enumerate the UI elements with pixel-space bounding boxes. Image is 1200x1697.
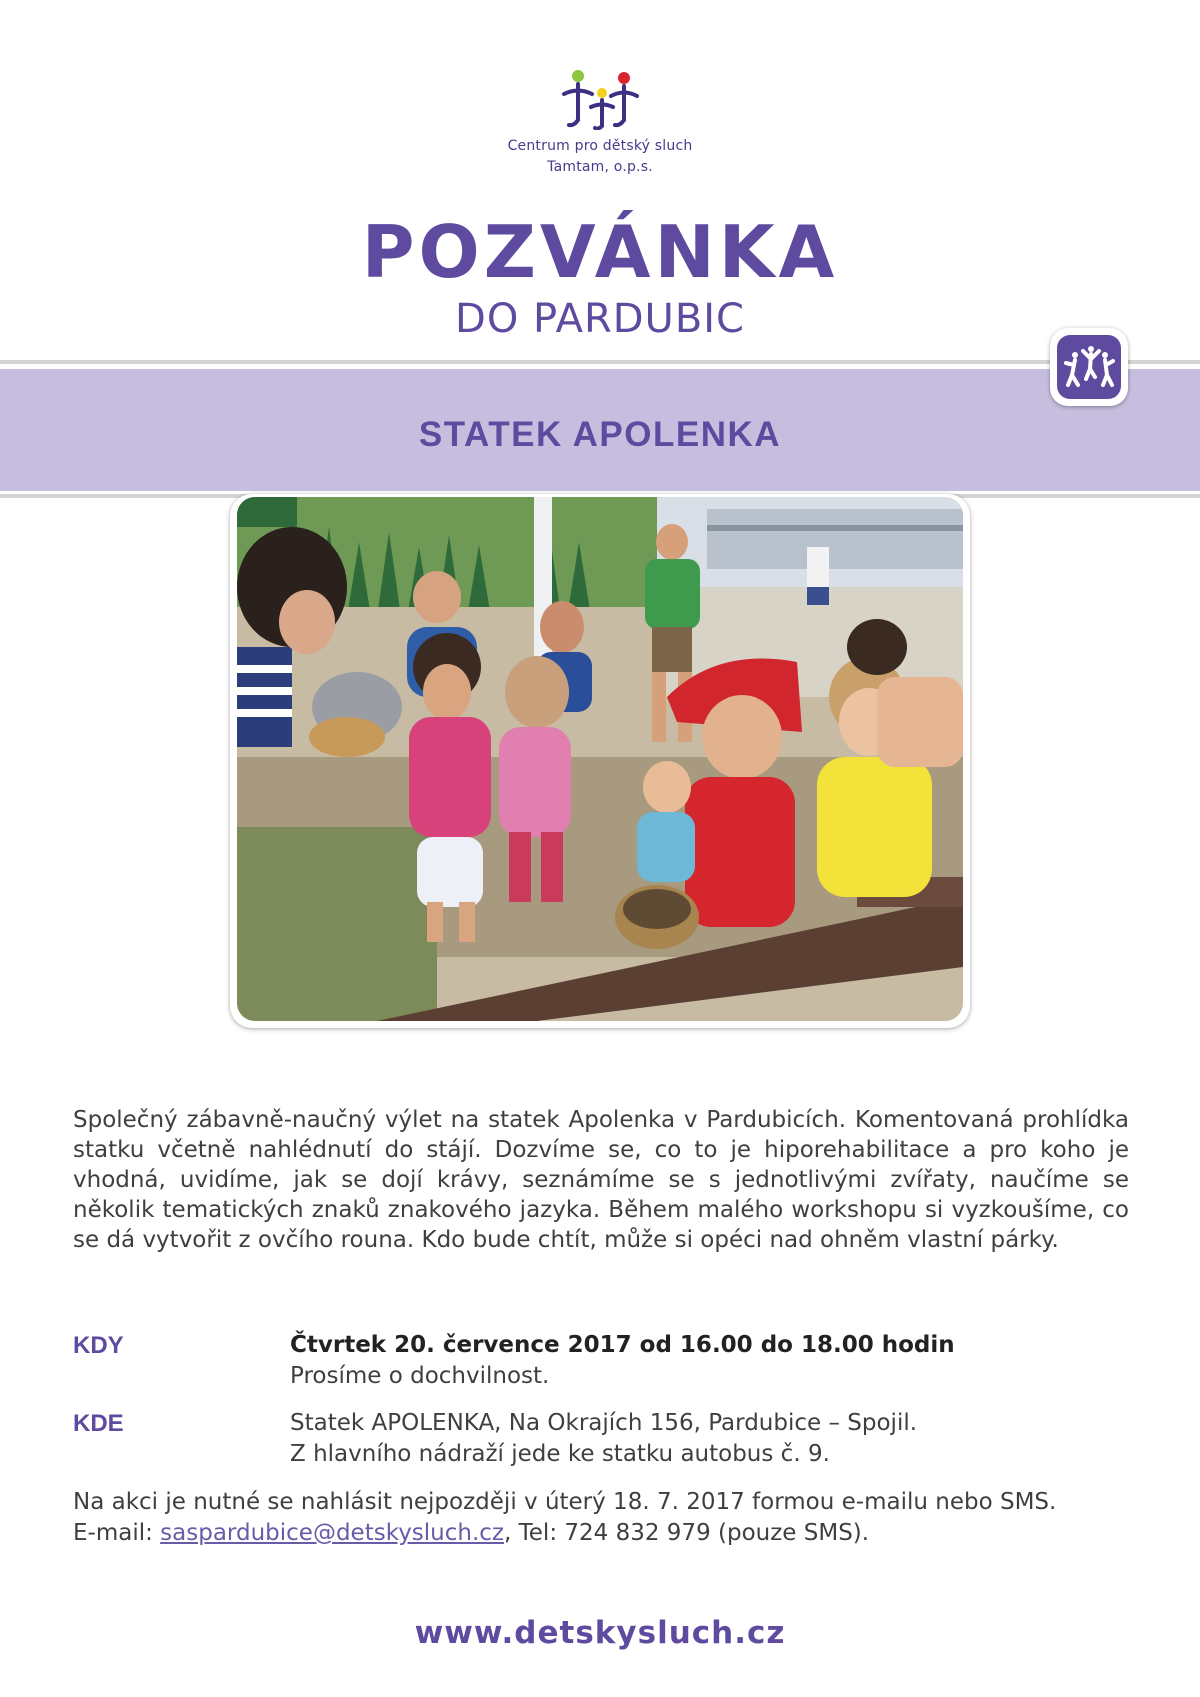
email-link[interactable]: saspardubice@detskysluch.cz <box>160 1520 505 1546</box>
email-prefix: E-mail: <box>73 1520 161 1546</box>
event-date: Čtvrtek 20. července 2017 od 16.00 do 18.00 hodin <box>290 1332 955 1358</box>
org-legal-name: Tamtam, o.p.s. <box>547 159 653 175</box>
registration-note: Na akci je nutné se nahlásit nejpozději v úterý 18. 7. 2017 formou e-mailu nebo SMS. <box>73 1489 1057 1515</box>
org-name: Centrum pro dětský sluch <box>507 138 693 154</box>
logo-figures-icon <box>558 68 642 130</box>
event-title: STATEK APOLENKA <box>418 415 782 454</box>
badge <box>1050 328 1128 406</box>
dancing-people-icon <box>1057 335 1121 399</box>
page-subtitle: DO PARDUBIC <box>455 296 745 342</box>
photo-frame <box>230 494 970 1028</box>
page-title: POZVÁNKA <box>361 210 839 294</box>
where-label: KDE <box>73 1410 124 1437</box>
contact-line <box>73 1518 869 1548</box>
band-divider-top <box>0 360 1200 364</box>
event-photo <box>237 497 963 1021</box>
organization-logo <box>480 68 720 188</box>
event-address: Statek APOLENKA, Na Okrajích 156, Pardubice – Spojil. <box>290 1410 918 1436</box>
when-label: KDY <box>73 1332 124 1359</box>
phone-info: , Tel: 724 832 979 (pouze SMS). <box>504 1520 870 1546</box>
website-link[interactable]: www.detskysluch.cz <box>414 1615 786 1651</box>
transport-note: Z hlavního nádraží jede ke statku autobus č. 9. <box>290 1441 830 1467</box>
punctuality-note: Prosíme o dochvilnost. <box>290 1363 550 1389</box>
event-description: Společný zábavně-naučný výlet na statek Apolenka v Pardubicích. Komentovaná prohlídka statku včetně nahlédnutí do stájí. Dozvíme se, co to je hiporehabilitace a pro koho je vhodná, uvidíme, jak se dojí krávy, seznámíme se s jednotlivými zvířaty, naučíme se několik tematických znaků znakového jazyka. Během malého workshopu si vyzkoušíme, co se dá vytvořit z ovčího rouna. Kdo bude chtít, může si opéci nad ohněm vlastní párky. <box>73 1107 1129 1253</box>
